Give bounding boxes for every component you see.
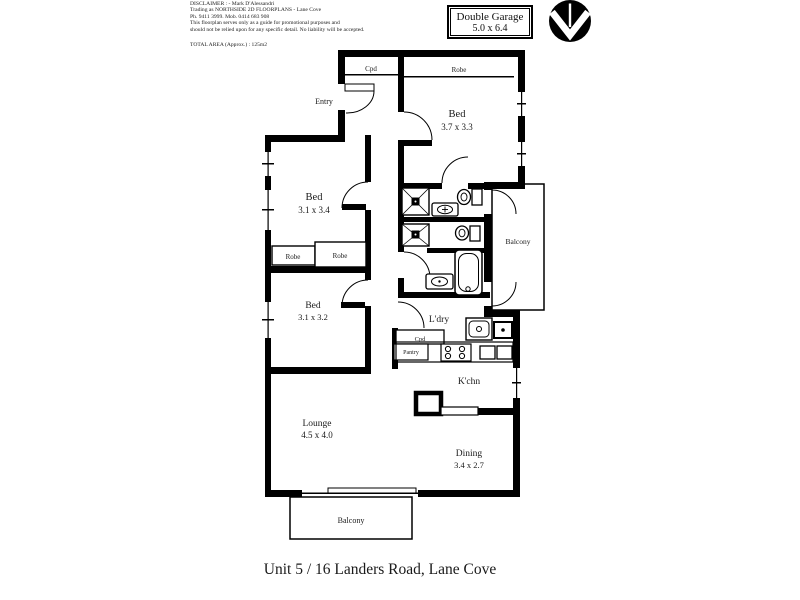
kitchen-label: K'chn xyxy=(457,377,481,387)
kitchen-bench xyxy=(416,393,478,415)
balcony-bottom-label: Balcony xyxy=(337,516,365,525)
entry-label: Entry xyxy=(315,97,333,106)
toilet xyxy=(458,189,483,205)
robe-left-label: Robe xyxy=(285,253,301,261)
laundry-tub xyxy=(466,318,492,340)
robe-top-label: Robe xyxy=(451,66,467,74)
bed2-size: 3.1 x 3.4 xyxy=(298,205,330,215)
stove-cooktop xyxy=(441,344,471,361)
shower-stall xyxy=(402,188,429,215)
address-caption: Unit 5 / 16 Landers Road, Lane Cove xyxy=(263,561,497,578)
disclaimer-line: should not be relied upon for any specific detail. No liability will be accepted. xyxy=(190,26,365,33)
lounge-label: Lounge xyxy=(302,419,332,429)
balcony-right-label: Balcony xyxy=(505,237,531,246)
dining-label: Dining xyxy=(455,449,483,459)
bed3-size: 3.1 x 3.2 xyxy=(298,312,328,322)
dining-size: 3.4 x 2.7 xyxy=(454,460,484,470)
garage-size: 5.0 x 6.4 xyxy=(472,22,508,34)
bed2-label: Bed xyxy=(305,192,323,203)
bed3-label: Bed xyxy=(305,301,321,311)
vanity-basin xyxy=(432,203,458,216)
double-sink xyxy=(480,346,512,359)
washing-machine xyxy=(494,322,512,338)
cpd-top-label: Cpd xyxy=(365,65,377,73)
shower-stall xyxy=(402,224,429,246)
total-area-text: TOTAL AREA (Approx.) : 125m2 xyxy=(190,42,268,49)
laundry-label: L'dry xyxy=(428,315,450,325)
wc-basin xyxy=(426,274,453,289)
lounge-size: 4.5 x 4.0 xyxy=(301,430,333,440)
pantry-label: Pantry xyxy=(403,350,419,356)
toilet xyxy=(456,226,481,241)
cpd-mid-label: Cpd xyxy=(414,336,426,343)
bed1-label: Bed xyxy=(448,109,466,120)
bed1-size: 3.7 x 3.3 xyxy=(441,122,473,132)
disclaimer-line: This floorplan serves only as a guide for promotional purposes and xyxy=(190,20,340,27)
disclaimer-line: Ph. 9411 3999. Mob. 0414 683 908 xyxy=(190,13,270,20)
garage-title: Double Garage xyxy=(456,10,524,23)
robe-right-label: Robe xyxy=(332,252,348,260)
disclaimer-line: DISCLAIMER : - Mark D'Alessandri xyxy=(190,1,275,7)
bathtub xyxy=(455,250,482,295)
balcony-right-outline xyxy=(492,184,544,310)
north-compass-icon xyxy=(549,0,591,42)
disclaimer-line: Trading as NORTHSIDE 2D FLOORPLANS - Lane Cove xyxy=(190,7,322,14)
